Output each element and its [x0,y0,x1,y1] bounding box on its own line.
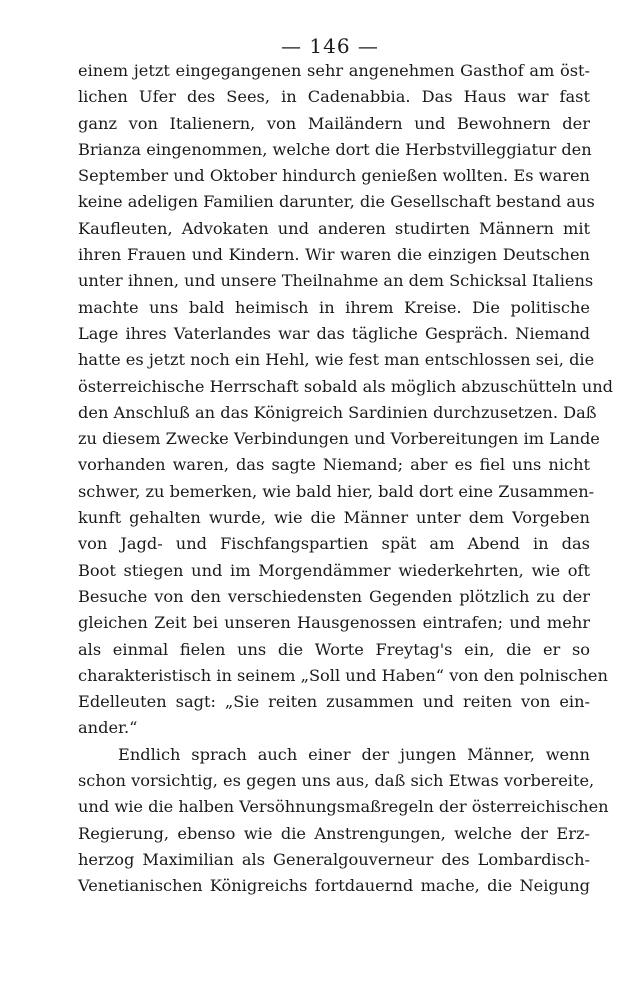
text-line: schwer, zu bemerken, wie bald hier, bald dort eine Zusammen- [78,481,595,501]
text-line: charakteristisch in seinem „Soll und Haben“ von den polnischen [78,665,608,685]
text-line: Kaufleuten, Advokaten und anderen studirten Männern mit [78,218,590,238]
text-line: einem jetzt eingegangenen sehr angenehmen Gasthof am öst- [78,61,590,80]
text-line: kunft gehalten wurde, wie die Männer unter dem Vorgeben [78,508,590,528]
text-line: als einmal fielen uns die Worte Freytag's ein, die er so [78,639,590,659]
text-line: und wie die halben Versöhnungsmaßregeln der österreichischen [78,797,609,817]
text-line: Besuche von den verschiedensten Gegenden plötzlich zu der [78,586,590,606]
text-line: den Anschluß an das Königreich Sardinien durchzusetzen. Daß [78,402,597,422]
page-number: — 146 — [281,34,379,58]
text-line: Endlich sprach auch einer der jungen Männer, wenn [118,744,590,764]
text-line: ganz von Italienern, von Mailändern und Bewohnern der [78,113,590,133]
text-line: herzog Maximilian als Generalgouverneur des Lombardisch- [78,849,590,869]
text-line: Regierung, ebenso wie die Anstrengungen, welche der Erz- [78,823,590,843]
text-line: unter ihnen, und unsere Theilnahme an dem Schicksal Italiens [78,271,594,291]
text-line: zu diesem Zwecke Verbindungen und Vorbereitungen im Lande [78,429,600,449]
text-line: lichen Ufer des Sees, in Cadenabbia. Das Haus war fast [78,87,590,107]
text-line: ander.“ [78,718,138,738]
text-line: keine adeligen Familien darunter, die Gesellschaft bestand aus [78,192,595,212]
text-line: Venetianischen Königreichs fortdauernd mache, die Neigung [78,876,590,896]
text-line: vorhanden waren, das sagte Niemand; aber es fiel uns nicht [78,455,590,475]
text-line: machte uns bald heimisch in ihrem Kreise. Die politische [78,297,590,317]
text-line: gleichen Zeit bei unseren Hausgenossen eintrafen; und mehr [78,613,590,633]
text-line: September und Oktober hindurch genießen wollten. Es waren [78,166,590,186]
text-line: österreichische Herrschaft sobald als möglich abzuschütteln und [78,376,614,396]
text-line: Brianza eingenommen, welche dort die Herbstvilleggiatur den [78,139,592,159]
body-text [78,58,614,900]
text-line: von Jagd- und Fischfangspartien spät am Abend in das [78,534,590,554]
text-line: ihren Frauen und Kindern. Wir waren die einzigen Deutschen [78,245,590,265]
text-line: hatte es jetzt noch ein Hehl, wie fest man entschlossen sei, die [78,350,595,370]
text-line: schon vorsichtig, es gegen uns aus, daß sich Etwas vorbereite, [78,771,595,791]
text-line: Edelleuten sagt: „Sie reiten zusammen und reiten von ein- [78,692,590,712]
text-line: Boot stiegen und im Morgendämmer wiederkehrten, wie oft [78,560,590,580]
text-line: Lage ihres Vaterlandes war das tägliche Gespräch. Niemand [78,323,590,343]
